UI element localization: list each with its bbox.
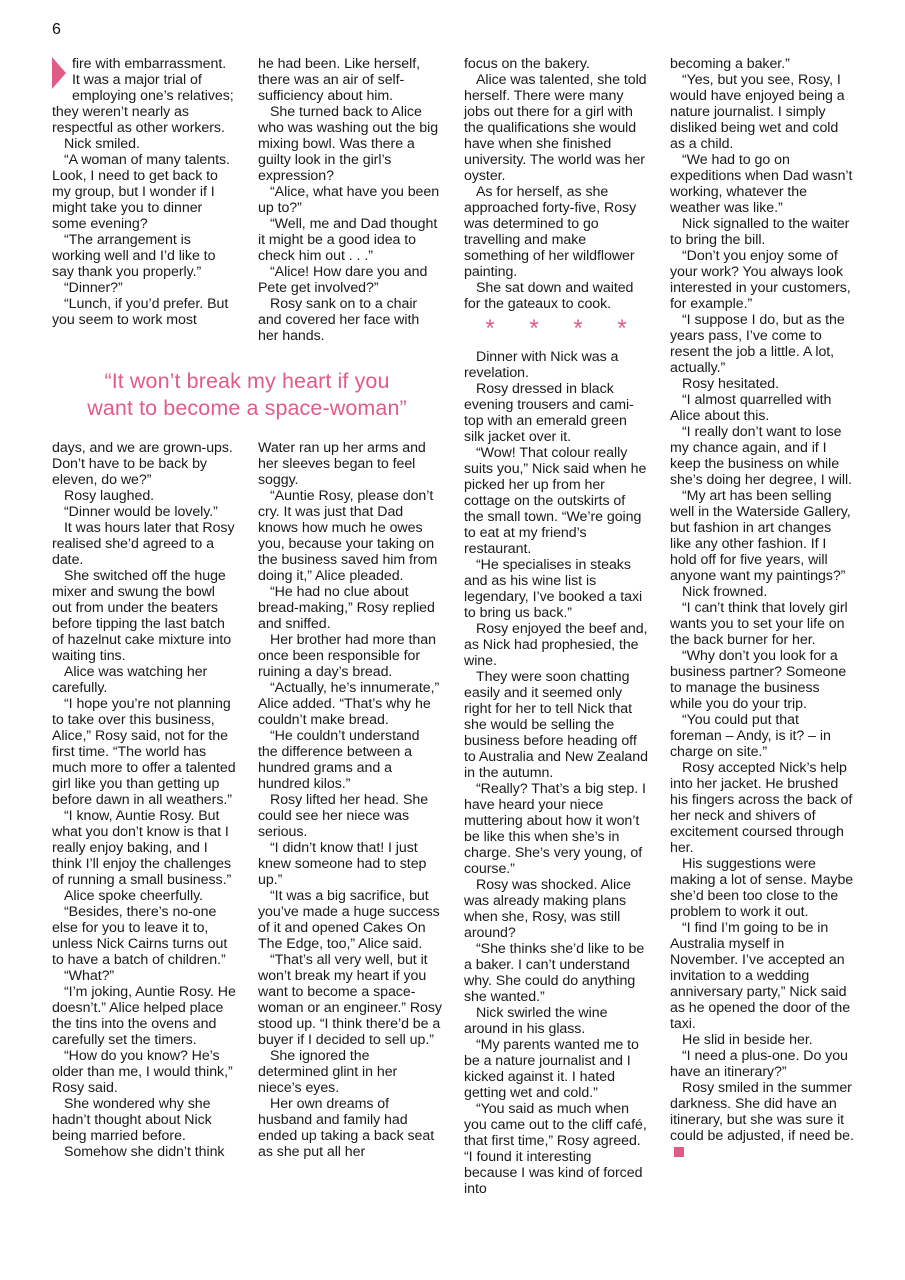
paragraph: “Alice, what have you been up to?” <box>258 184 440 216</box>
paragraph: “I can’t think that lovely girl wants you to set your life on the back burner for her. <box>670 600 848 648</box>
paragraph: fire with embarrassment. It was a major trial of employing one’s relatives; they weren’t nearly as respectful as other workers. <box>52 56 234 136</box>
paragraph: “Wow! That colour really suits you,” Nick said when he picked her up from her cottage on the outskirts of the small town. “We’re going to eat at my friend’s restaurant. <box>464 445 647 557</box>
paragraph: “Yes, but you see, Rosy, I would have enjoyed being a nature journalist. I simply disliked being wet and cold as a child. <box>670 72 845 152</box>
paragraph: Alice was talented, she told herself. There were many jobs out there for a girl with the qualifications she would have when she finished university. The world was her oyster. <box>464 72 647 184</box>
paragraph: “How do you know? He’s older than me, I would think,” Rosy said. <box>52 1048 233 1096</box>
paragraph: His suggestions were making a lot of sense. Maybe she’d been too close to the problem to work it out. <box>670 856 854 920</box>
paragraph: “It was a big sacrifice, but you’ve made a huge success of it and opened Cakes On The Edge, too,” Alice said. <box>258 888 440 952</box>
paragraph: focus on the bakery. <box>464 56 590 72</box>
paragraph: “I almost quarrelled with Alice about this. <box>670 392 832 424</box>
paragraph: Her own dreams of husband and family had ended up taking a back seat as she put all her <box>258 1096 435 1160</box>
paragraph: Rosy lifted her head. She could see her niece was serious. <box>258 792 429 840</box>
paragraph: “Alice! How dare you and Pete get involved?” <box>258 264 428 296</box>
paragraph: “He specialises in steaks and as his wine list is legendary, I’ve booked a taxi to bring us back.” <box>464 557 643 621</box>
paragraph: She turned back to Alice who was washing out the big mixing bowl. Was there a guilty look in the girl’s expression? <box>258 104 439 184</box>
paragraph: Water ran up her arms and her sleeves began to feel soggy. <box>258 440 426 488</box>
paragraph: “Dinner would be lovely.” <box>64 504 218 520</box>
paragraph: “I need a plus-one. Do you have an itinerary?” <box>670 1048 848 1080</box>
paragraph: Rosy sank on to a chair and covered her face with her hands. <box>258 296 420 344</box>
column-2-top <box>258 56 442 344</box>
paragraph: “We had to go on expeditions when Dad wasn’t working, whatever the weather was like.” <box>670 152 853 216</box>
paragraph: She switched off the huge mixer and swung the bowl out from under the beaters before tipping the last batch of hazelnut cake mixture into waiting tins. <box>52 568 232 664</box>
paragraph: “I know, Auntie Rosy. But what you don’t know is that I really enjoy baking, and I think I’ll enjoy the challenges of running a small business.” <box>52 808 232 888</box>
paragraph: becoming a baker.” <box>670 56 790 72</box>
paragraph: Nick swirled the wine around in his glass. <box>464 1005 608 1037</box>
end-mark-icon <box>674 1147 684 1157</box>
paragraph: “What?” <box>64 968 115 984</box>
paragraph: “I really don’t want to lose my chance again, and if I keep the business on while she’s doing her degree, I will. <box>670 424 852 488</box>
paragraph: They were soon chatting easily and it seemed only right for her to tell Nick that she would be selling the business before heading off to Australia and New Zealand in the autumn. <box>464 669 648 781</box>
paragraph: “Actually, he’s innumerate,” Alice added. “That’s why he couldn’t make bread. <box>258 680 440 728</box>
paragraph: Nick frowned. <box>682 584 768 600</box>
continuation-arrow-icon <box>52 57 66 89</box>
paragraph: “You could put that foreman – Andy, is it? – in charge on site.” <box>670 712 831 760</box>
paragraph: Rosy laughed. <box>64 488 155 504</box>
paragraph: “Dinner?” <box>64 280 123 296</box>
paragraph: he had been. Like herself, there was an air of self-sufficiency about him. <box>258 56 420 104</box>
paragraph: “Lunch, if you’d prefer. But you seem to work most <box>52 296 229 328</box>
paragraph: Her brother had more than once been responsible for ruining a day’s bread. <box>258 632 436 680</box>
paragraph: “My parents wanted me to be a nature journalist and I kicked against it. I hated getting wet and cold.” <box>464 1037 639 1101</box>
paragraph: “I didn’t know that! I just knew someone had to step up.” <box>258 840 427 888</box>
pull-quote-line-2: want to become a space-woman” <box>87 396 407 420</box>
paragraph: “You said as much when you came out to the cliff café, that first time,” Rosy agreed. “I found it interesting because I was kind of forced into <box>464 1101 647 1197</box>
paragraph: Alice was watching her carefully. <box>52 664 208 696</box>
paragraph: “I’m joking, Auntie Rosy. He doesn’t.” Alice helped place the tins into the ovens and carefully set the timers. <box>52 984 236 1048</box>
paragraph: Rosy was shocked. Alice was already making plans when she, Rosy, was still around? <box>464 877 631 941</box>
paragraph: It was hours later that Rosy realised she’d agreed to a date. <box>52 520 235 568</box>
column-3 <box>464 56 648 1197</box>
column-1-top <box>52 56 236 328</box>
paragraph: She sat down and waited for the gateaux to cook. <box>464 280 634 312</box>
paragraph: “Auntie Rosy, please don’t cry. It was just that Dad knows how much he owes you, because your taking on the business saved him from doing it,” Alice pleaded. <box>258 488 438 584</box>
page-number: 6 <box>52 21 61 38</box>
paragraph: Rosy smiled in the summer darkness. She did have an itinerary, but she was sure it could be adjusted, if need be. <box>670 1080 854 1160</box>
paragraph: “Well, me and Dad thought it might be a good idea to check him out . . .” <box>258 216 438 264</box>
column-4 <box>670 56 854 1160</box>
paragraph: “She thinks she’d like to be a baker. I can’t understand why. She could do anything she wanted.” <box>464 941 645 1005</box>
paragraph: Rosy enjoyed the beef and, as Nick had prophesied, the wine. <box>464 621 648 669</box>
paragraph: “That’s all very well, but it won’t break my heart if you want to become a space-woman or an engineer.” Rosy stood up. “I think there’d be a buyer if I decided to sell up.” <box>258 952 442 1048</box>
paragraph: Nick signalled to the waiter to bring the bill. <box>670 216 850 248</box>
column-3-before-break <box>464 56 648 312</box>
paragraph: As for herself, as she approached forty-five, Rosy was determined to go travelling and make something of her wildflower painting. <box>464 184 637 280</box>
pull-quote-line-1: “It won’t break my heart if you <box>104 369 390 393</box>
paragraph: days, and we are grown-ups. Don’t have to be back by eleven, do we?” <box>52 440 233 488</box>
paragraph: “I hope you’re not planning to take over this business, Alice,” Rosy said, not for the first time. “The world has much more to offer a talented girl like you than getting up before dawn in all weathers.” <box>52 696 236 808</box>
paragraph: Rosy accepted Nick’s help into her jacket. He brushed his fingers across the back of her neck and shivers of excitement coursed through her. <box>670 760 853 856</box>
paragraph: “I find I’m going to be in Australia myself in November. I’ve accepted an invitation to a wedding anniversary party,” Nick said as he opened the door of the taxi. <box>670 920 851 1032</box>
paragraph: “Why don’t you look for a business partner? Someone to manage the business while you do your trip. <box>670 648 847 712</box>
paragraph: Nick smiled. <box>64 136 140 152</box>
paragraph: “Besides, there’s no-one else for you to leave it to, unless Nick Cairns turns out to have a batch of children.” <box>52 904 228 968</box>
paragraph: “The arrangement is working well and I’d like to say thank you properly.” <box>52 232 216 280</box>
paragraph: She wondered why she hadn’t thought about Nick being married before. <box>52 1096 212 1144</box>
paragraph: “Don’t you enjoy some of your work? You always look interested in your customers, for example.” <box>670 248 851 312</box>
paragraph: Rosy dressed in black evening trousers and cami-top with an emerald green silk jacket over it. <box>464 381 634 445</box>
paragraph: Somehow she didn’t think <box>64 1144 225 1160</box>
column-3-after-break <box>464 349 648 1197</box>
paragraph: “I suppose I do, but as the years pass, I’ve come to resent the job a little. A lot, actually.” <box>670 312 845 376</box>
paragraph: She ignored the determined glint in her niece’s eyes. <box>258 1048 398 1096</box>
paragraph: Dinner with Nick was a revelation. <box>464 349 619 381</box>
scene-break: * * * * <box>485 315 641 342</box>
paragraph: “He couldn’t understand the difference between a hundred grams and a hundred kilos.” <box>258 728 420 792</box>
paragraph: “Really? That’s a big step. I have heard your niece muttering about how it won’t be like this when she’s in charge. She’s very young, of course.” <box>464 781 646 877</box>
paragraph: He slid in beside her. <box>682 1032 813 1048</box>
paragraph: Rosy hesitated. <box>682 376 780 392</box>
column-1-bottom <box>52 440 236 1160</box>
paragraph: Alice spoke cheerfully. <box>64 888 203 904</box>
paragraph: “He had no clue about bread-making,” Rosy replied and sniffed. <box>258 584 435 632</box>
column-2-bottom <box>258 440 442 1160</box>
paragraph: “My art has been selling well in the Waterside Gallery, but fashion in art changes like any other fashion. If I hold off for five years, will anyone want my paintings?” <box>670 488 851 584</box>
paragraph: “A woman of many talents. Look, I need to get back to my group, but I wonder if I might take you to dinner some evening? <box>52 152 230 232</box>
pull-quote <box>52 368 442 422</box>
